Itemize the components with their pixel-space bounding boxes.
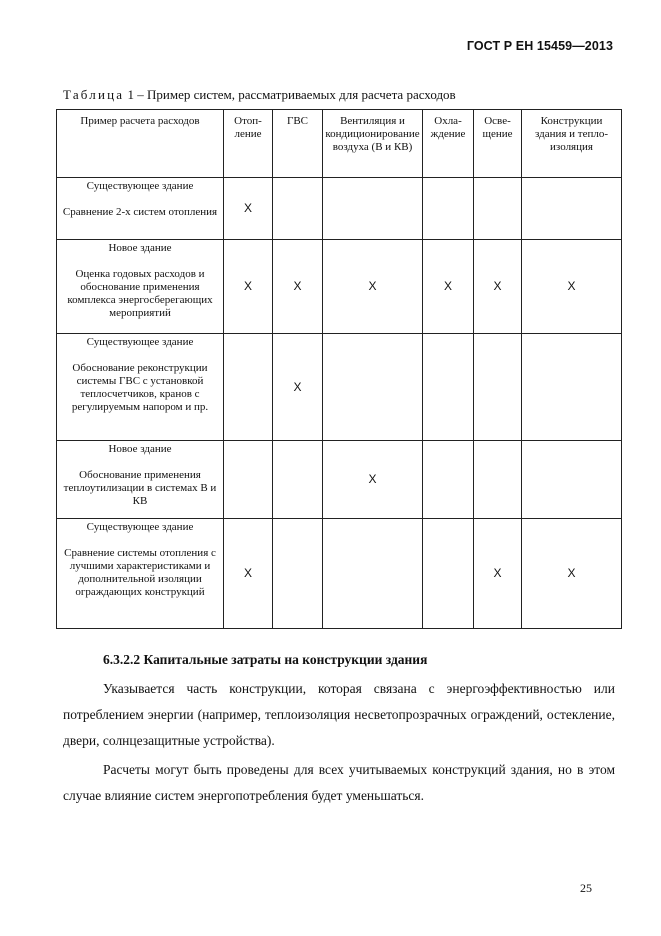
table-row: [57, 519, 622, 629]
systems-table: [56, 109, 622, 629]
mark-heating: X: [224, 178, 273, 240]
mark-construction: [522, 441, 622, 519]
mark-lighting: X: [474, 519, 522, 629]
table-caption-label: Таблица: [63, 87, 125, 102]
mark-cooling: [423, 519, 474, 629]
mark-hot-water: X: [273, 240, 323, 334]
table-caption-text: 1 – Пример систем, рассматриваемых для расчета расходов: [127, 87, 456, 102]
calculation-purpose: Обоснование реконструкции системы ГВС с установкой теплосчетчиков, кранов с регулируемым напором и пр.: [71, 362, 209, 413]
mark-lighting: [474, 334, 522, 441]
mark-hot-water: X: [273, 334, 323, 441]
column-header-ventilation: Вентиляция и кондиционирование воздуха (В и КВ): [323, 110, 423, 178]
table-row: [57, 441, 622, 519]
mark-lighting: [474, 178, 522, 240]
mark-heating: [224, 334, 273, 441]
example-cell: [57, 334, 224, 441]
section-heading: 6.3.2.2 Капитальные затраты на конструкции здания: [103, 652, 428, 667]
mark-lighting: X: [474, 240, 522, 334]
mark-ventilation: X: [323, 441, 423, 519]
column-header-example: Пример расчета расходов: [57, 110, 224, 178]
mark-cooling: [423, 334, 474, 441]
mark-heating: X: [224, 240, 273, 334]
mark-cooling: X: [423, 240, 474, 334]
example-cell: [57, 240, 224, 334]
column-header-cooling: Охла-ждение: [423, 110, 474, 178]
mark-heating: X: [224, 519, 273, 629]
building-type: Новое здание: [108, 242, 172, 254]
table-caption: [63, 87, 456, 103]
example-cell: [57, 441, 224, 519]
building-type: Существующее здание: [86, 336, 194, 348]
table-header-row: [57, 110, 622, 178]
table-row: [57, 178, 622, 240]
column-header-construction: Конструкции здания и тепло-изоляция: [522, 110, 622, 178]
mark-ventilation: X: [323, 240, 423, 334]
mark-lighting: [474, 441, 522, 519]
page-number: 25: [580, 881, 592, 895]
calculation-purpose: Сравнение системы отопления с лучшими характеристиками и дополнительной изоляции ограждающих конструкций: [64, 547, 216, 598]
document-standard-header: ГОСТ Р ЕН 15459—2013: [466, 39, 613, 53]
mark-ventilation: [323, 178, 423, 240]
calculation-purpose: Оценка годовых расходов и обоснование применения комплекса энергосберегающих мероприятий: [67, 268, 213, 319]
calculation-purpose: Обоснование применения теплоутилизации в системах В и КВ: [63, 469, 217, 507]
building-type: Существующее здание: [86, 180, 194, 192]
column-header-lighting: Осве-щение: [474, 110, 522, 178]
mark-cooling: [423, 441, 474, 519]
mark-ventilation: [323, 334, 423, 441]
building-type: Новое здание: [108, 443, 172, 455]
mark-hot-water: [273, 178, 323, 240]
mark-cooling: [423, 178, 474, 240]
mark-heating: [224, 441, 273, 519]
building-type: Существующее здание: [86, 521, 194, 533]
mark-hot-water: [273, 441, 323, 519]
example-cell: [57, 519, 224, 629]
mark-ventilation: [323, 519, 423, 629]
mark-construction: [522, 178, 622, 240]
mark-hot-water: [273, 519, 323, 629]
example-cell: [57, 178, 224, 240]
calculation-purpose: Сравнение 2-х систем отопления: [62, 206, 218, 218]
mark-construction: X: [522, 240, 622, 334]
paragraph: Расчеты могут быть проведены для всех учитываемых конструкций здания, но в этом случае влияние систем энергопотребления будет уменьшаться.: [63, 762, 615, 803]
table-row: [57, 240, 622, 334]
table-row: [57, 334, 622, 441]
column-header-heating: Отоп-ление: [224, 110, 273, 178]
mark-construction: [522, 334, 622, 441]
column-header-hot-water: ГВС: [273, 110, 323, 178]
paragraph: Указывается часть конструкции, которая связана с энергоэффективностью или потреблением энергии (например, теплоизоляция несветопрозрачных ограждений, остекление, двери, солнцезащитные устройства).: [63, 681, 615, 748]
mark-construction: X: [522, 519, 622, 629]
